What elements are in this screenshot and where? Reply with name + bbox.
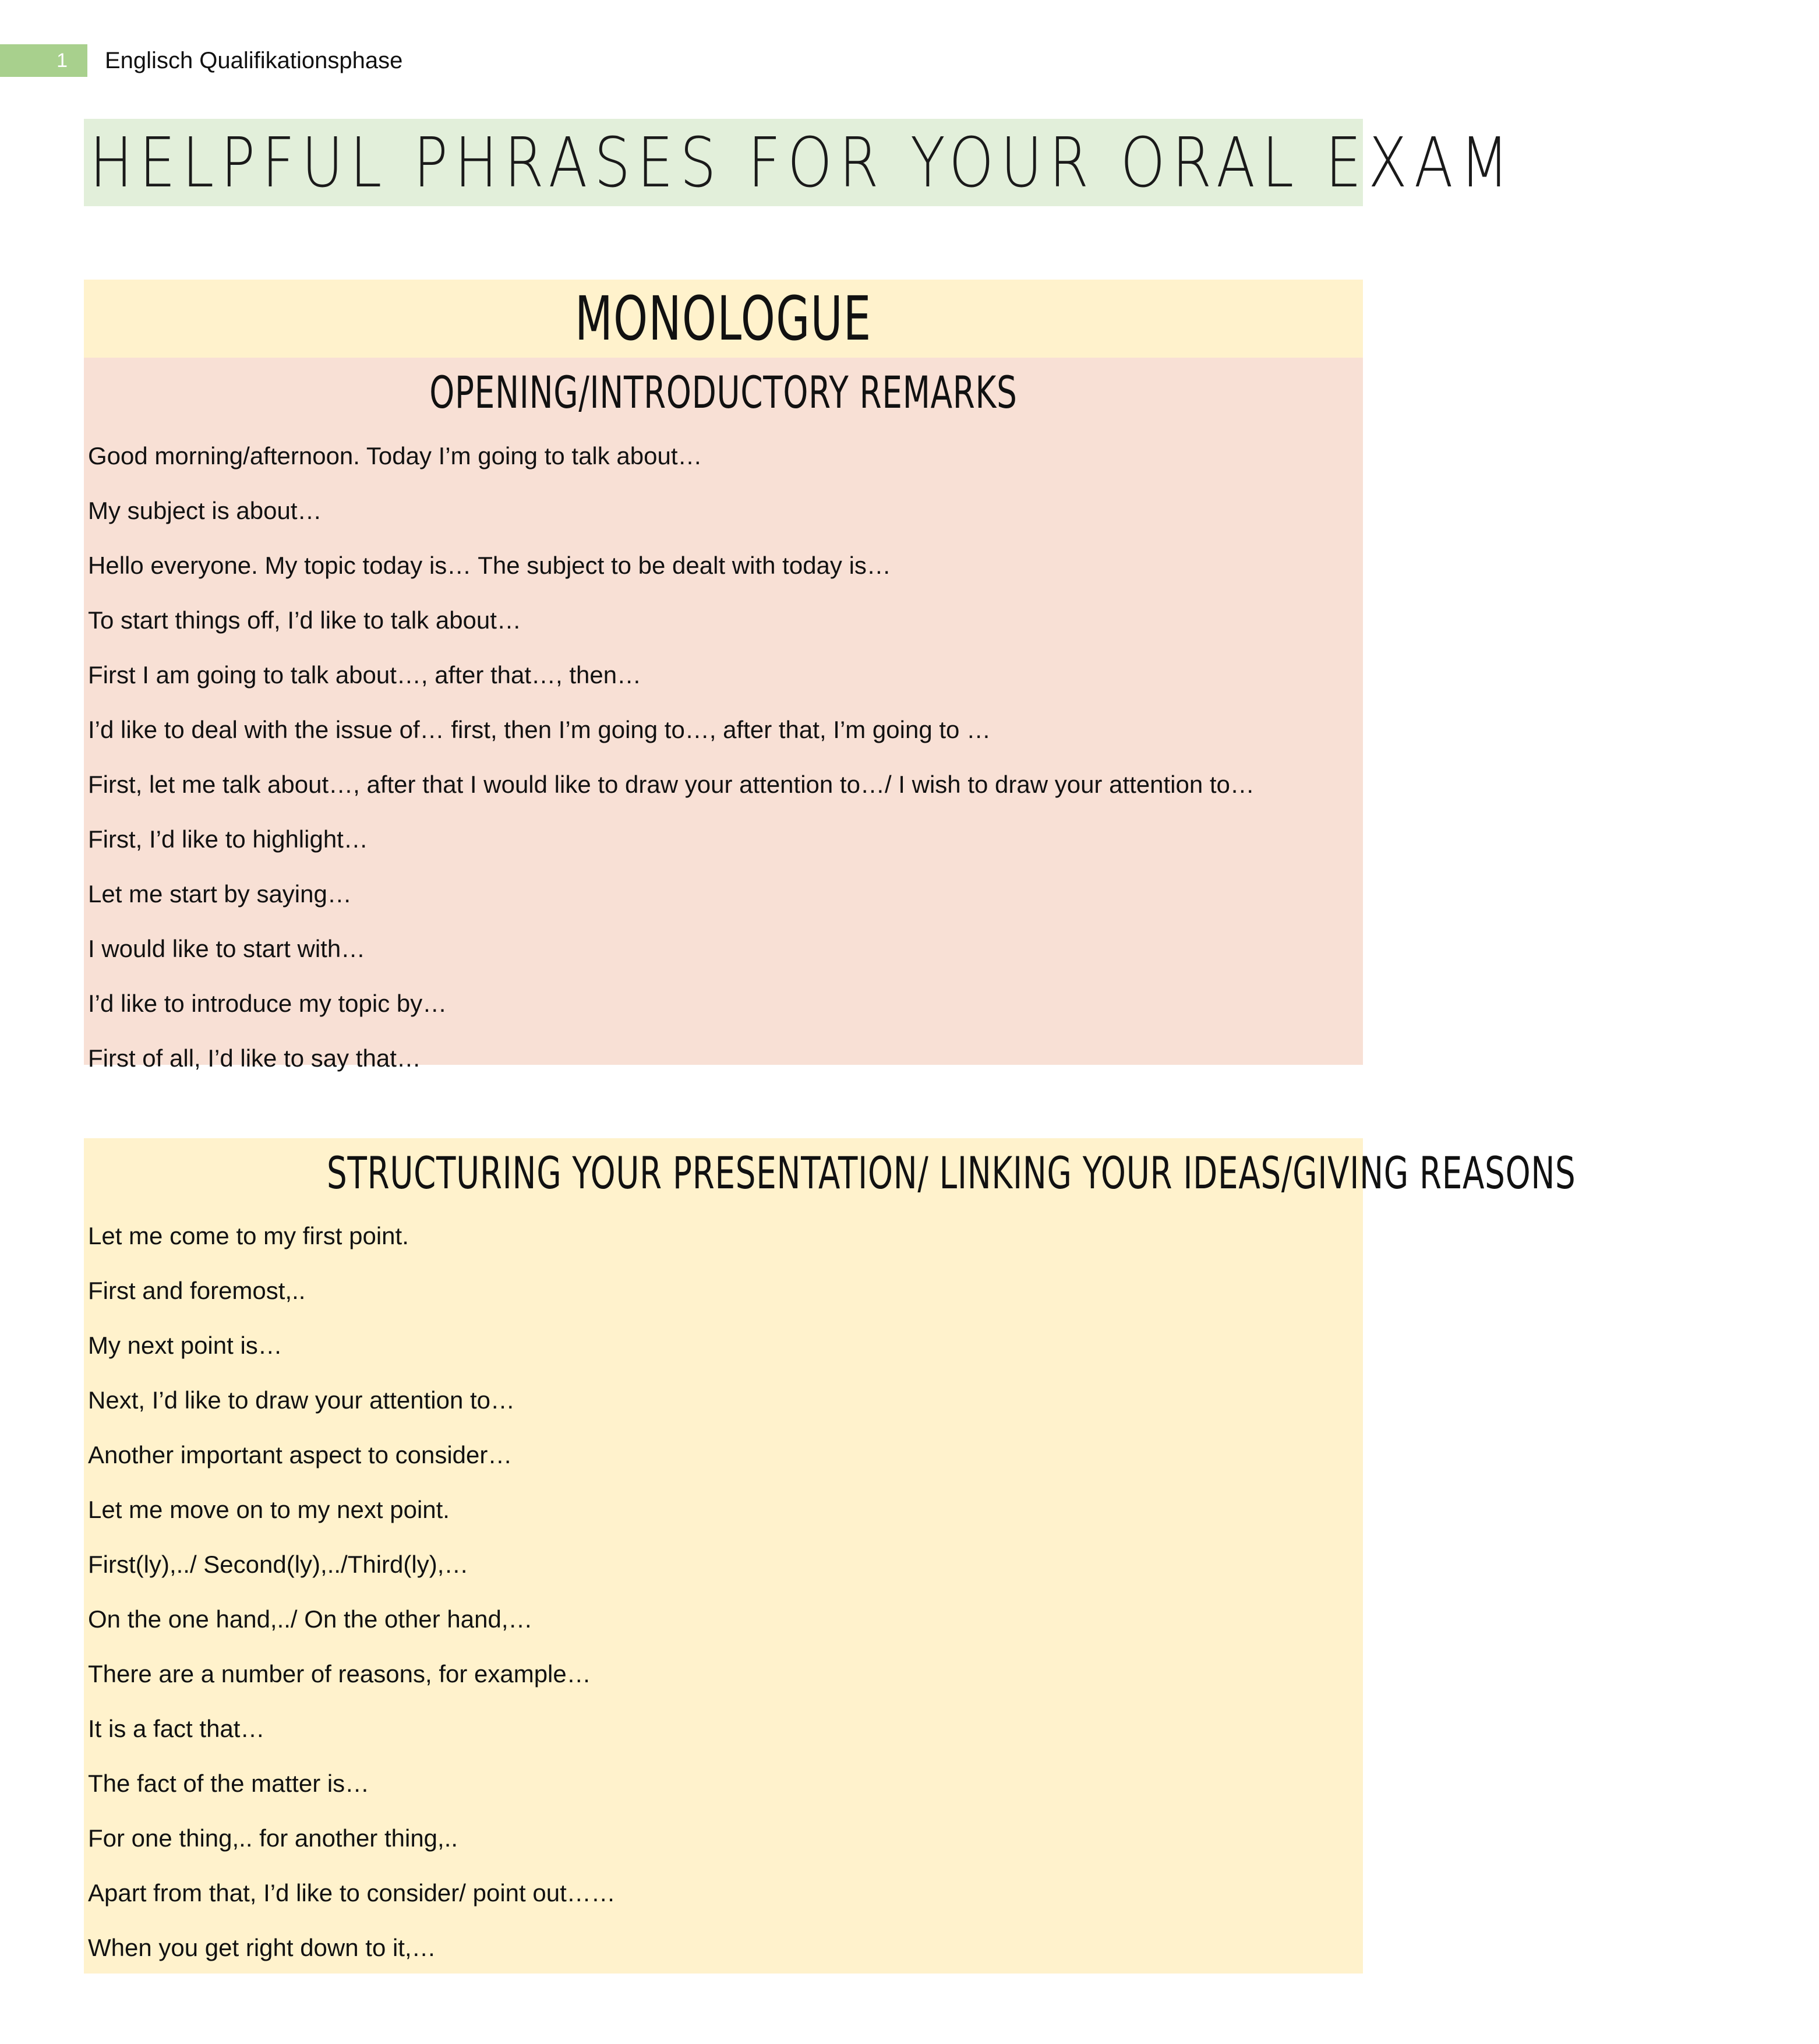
phrase-item: Hello everyone. My topic today is… The subject to be dealt with today is… — [88, 552, 891, 579]
phrase-item: Good morning/afternoon. Today I’m going to talk about… — [88, 442, 702, 469]
title-banner — [84, 119, 1516, 206]
phrase-item: The fact of the matter is… — [88, 1770, 370, 1797]
phrase-item: I’d like to deal with the issue of… first, then I’m going to…, after that, I’m going to … — [88, 716, 991, 743]
phrase-item: First(ly),../ Second(ly),../Third(ly),… — [88, 1551, 469, 1578]
opening-section — [84, 358, 1363, 1072]
opening-phrase-list — [84, 429, 1363, 1086]
phrase-item: Let me come to my first point. — [88, 1222, 409, 1249]
phrase-item: First, let me talk about…, after that I would like to draw your attention to…/ I wish to draw your attention to… — [88, 771, 1255, 798]
opening-heading-row — [84, 358, 1363, 428]
structuring-phrase-list — [84, 1209, 1363, 1975]
phrase-item: Let me start by saying… — [88, 880, 352, 908]
phrase-item: Next, I’d like to draw your attention to… — [88, 1386, 515, 1414]
page-title: HELPFUL PHRASES FOR YOUR ORAL EXAM — [90, 122, 1516, 203]
opening-heading: OPENING/INTRODUCTORY REMARKS — [429, 366, 1018, 418]
phrase-item: My next point is… — [88, 1332, 282, 1359]
monologue-banner — [84, 280, 1363, 358]
phrase-item: For one thing,.. for another thing,.. — [88, 1824, 458, 1852]
phrase-item: When you get right down to it,… — [88, 1934, 436, 1961]
page-number: 1 — [0, 44, 87, 77]
phrase-item: On the one hand,../ On the other hand,… — [88, 1605, 533, 1633]
phrase-item: First and foremost,.. — [88, 1277, 306, 1304]
phrase-item: First I am going to talk about…, after that…, then… — [88, 661, 642, 689]
course-header: Englisch Qualifikationsphase — [105, 48, 403, 73]
phrase-item: My subject is about… — [88, 497, 322, 524]
structuring-section — [84, 1138, 1576, 1974]
phrase-item: I’d like to introduce my topic by… — [88, 990, 447, 1017]
phrase-item: There are a number of reasons, for example… — [88, 1660, 591, 1688]
phrase-item: It is a fact that… — [88, 1715, 265, 1742]
phrase-item: First of all, I’d like to say that… — [88, 1044, 421, 1072]
phrase-item: To start things off, I’d like to talk about… — [88, 606, 521, 634]
phrase-item: Apart from that, I’d like to consider/ point out…… — [88, 1879, 616, 1907]
structuring-heading-row — [84, 1138, 1576, 1208]
phrase-item: Let me move on to my next point. — [88, 1496, 450, 1523]
structuring-heading: STRUCTURING YOUR PRESENTATION/ LINKING YOUR IDEAS/GIVING REASONS — [326, 1147, 1576, 1199]
phrase-item: Another important aspect to consider… — [88, 1441, 513, 1468]
phrase-item: First, I’d like to highlight… — [88, 825, 368, 853]
phrase-item: I would like to start with… — [88, 935, 366, 962]
monologue-heading: MONOLOGUE — [575, 283, 872, 354]
